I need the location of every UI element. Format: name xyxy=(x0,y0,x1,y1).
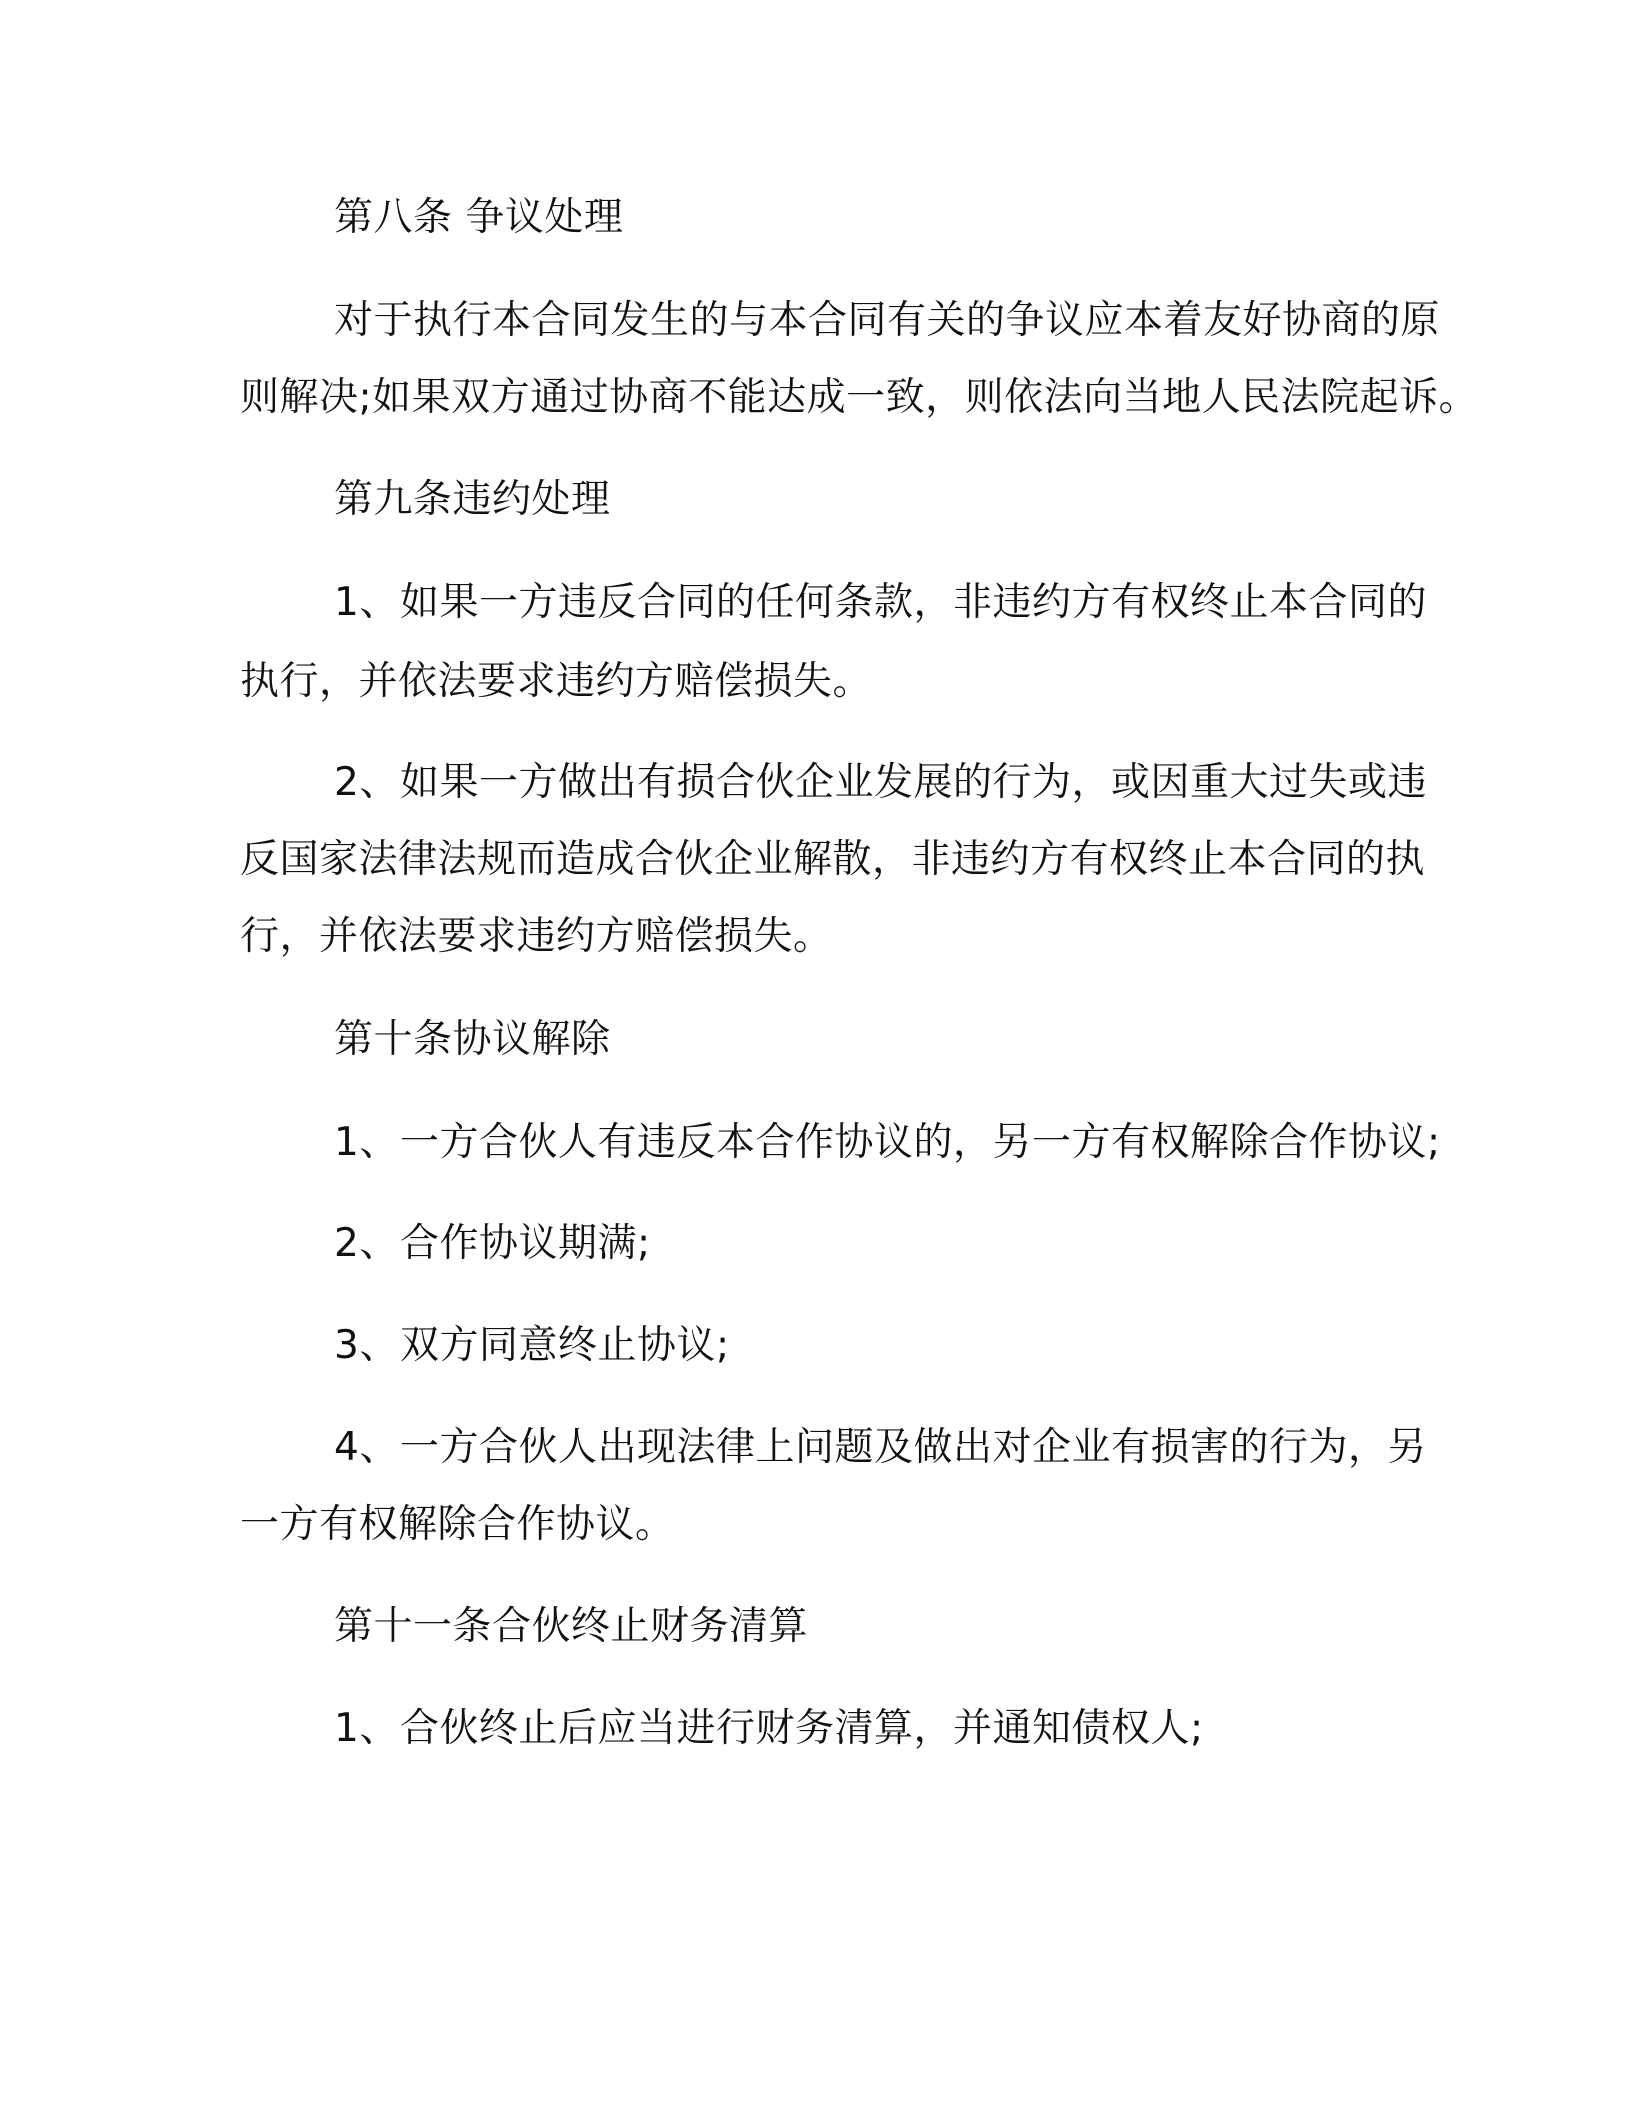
article-10-item-2 xyxy=(334,1218,651,1270)
item-text: 如果一方做出有损合伙企业发展的行为，或因重大过失或违 xyxy=(400,760,1428,805)
article-9-item-2-line-3: 行，并依法要求违约方赔偿损失。 xyxy=(240,914,833,959)
article-10-item-3 xyxy=(334,1320,730,1372)
item-number: 2、 xyxy=(334,760,399,805)
item-number: 3、 xyxy=(334,1323,399,1368)
article-8-paragraph-line-1: 对于执行本合同发生的与本合同有关的争议应本着友好协商的原 xyxy=(334,298,1441,343)
article-10-heading: 第十条协议解除 xyxy=(334,1017,611,1062)
item-number: 1、 xyxy=(334,580,399,625)
item-text: 如果一方违反合同的任何条款，非违约方有权终止本合同的 xyxy=(400,580,1428,625)
article-10-item-4 xyxy=(334,1422,1427,1474)
item-text: 双方同意终止协议; xyxy=(400,1323,730,1368)
item-number: 4、 xyxy=(334,1425,399,1470)
item-number: 2、 xyxy=(334,1221,399,1266)
article-9-item-1 xyxy=(334,577,1427,629)
article-10-item-4-line-2: 一方有权解除合作协议。 xyxy=(240,1502,675,1547)
article-8-paragraph-line-2: 则解决;如果双方通过协商不能达成一致，则依法向当地人民法院起诉。 xyxy=(240,375,1479,420)
item-number: 1、 xyxy=(334,1706,399,1751)
article-11-heading: 第十一条合伙终止财务清算 xyxy=(334,1604,809,1649)
article-11-item-1 xyxy=(334,1703,1204,1755)
article-8-heading: 第八条 争议处理 xyxy=(334,195,624,240)
item-number: 1、 xyxy=(334,1120,399,1165)
article-10-item-1 xyxy=(334,1117,1441,1169)
article-9-item-2 xyxy=(334,757,1427,809)
article-9-heading: 第九条违约处理 xyxy=(334,477,611,522)
item-text: 一方合伙人出现法律上问题及做出对企业有损害的行为，另 xyxy=(400,1425,1428,1470)
item-text: 合伙终止后应当进行财务清算，并通知债权人; xyxy=(400,1706,1204,1751)
article-9-item-1-line-2: 执行，并依法要求违约方赔偿损失。 xyxy=(240,659,873,704)
article-9-item-2-line-2: 反国家法律法规而造成合伙企业解散，非违约方有权终止本合同的执 xyxy=(240,837,1426,882)
item-text: 合作协议期满; xyxy=(400,1221,651,1266)
item-text: 一方合伙人有违反本合作协议的，另一方有权解除合作协议; xyxy=(400,1120,1441,1165)
